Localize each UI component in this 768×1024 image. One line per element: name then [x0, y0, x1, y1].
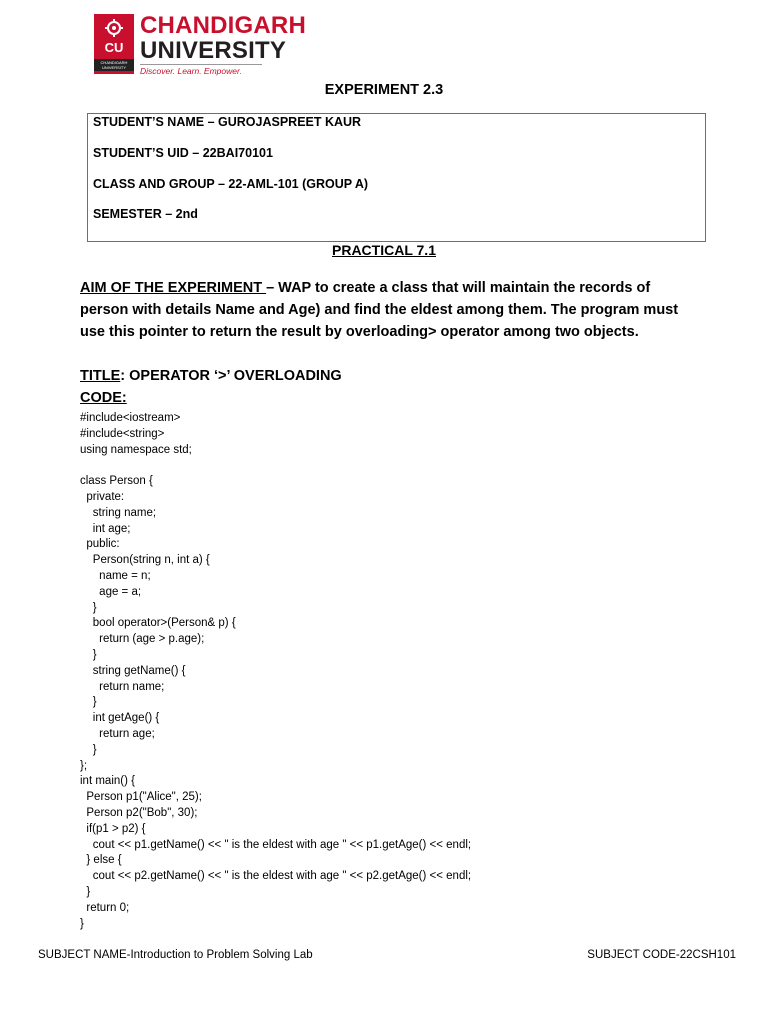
code-line: };	[80, 759, 88, 772]
code-line: int main() {	[80, 775, 135, 788]
code-line: Person(string n, int a) {	[80, 554, 210, 567]
code-line: }	[80, 696, 97, 709]
code-line: age = a;	[80, 585, 142, 598]
code-line: cout << p1.getName() << " is the eldest with age " << p1.getAge() << endl;	[80, 838, 472, 851]
gear-icon	[102, 18, 126, 38]
code-line: int age;	[80, 522, 131, 535]
code-line: return (age > p.age);	[80, 633, 205, 646]
code-line: string getName() {	[80, 664, 186, 677]
code-line: #include<iostream>	[80, 412, 181, 424]
code-line: return name;	[80, 680, 165, 693]
code-line: return 0;	[80, 901, 130, 914]
aim-label: AIM OF THE EXPERIMENT	[80, 280, 267, 296]
code-line	[80, 458, 471, 474]
code-line: }	[80, 601, 97, 614]
code-line: cout << p2.getName() << " is the eldest with age " << p2.getAge() << endl;	[80, 870, 472, 883]
code-line: string name;	[80, 506, 157, 519]
footer-subject-name: SUBJECT NAME-Introduction to Problem Solving Lab	[38, 949, 313, 961]
university-name-line2: UNIVERSITY	[140, 37, 287, 64]
code-block	[80, 411, 471, 932]
emblem-text: CU	[104, 40, 124, 55]
code-line: }	[80, 648, 97, 661]
code-line: }	[80, 917, 84, 930]
student-uid: STUDENT’S UID – 22BAI70101	[93, 146, 273, 160]
student-name: STUDENT’S NAME – GUROJASPREET KAUR	[93, 115, 362, 129]
university-name	[140, 13, 306, 63]
code-line: bool operator>(Person& p) {	[80, 617, 236, 630]
emblem-small-text: CHANDIGARH UNIVERSITY	[94, 59, 134, 71]
code-line: Person p2("Bob", 30);	[80, 806, 198, 819]
code-line: private:	[80, 490, 125, 503]
code-line: }	[80, 885, 91, 898]
practical-title: PRACTICAL 7.1	[332, 242, 436, 258]
code-line: name = n;	[80, 569, 151, 582]
code-line: return age;	[80, 727, 155, 740]
code-line: class Person {	[80, 475, 153, 488]
aim-text: – WAP to create a class that will maintain the records of person with details Name and Age) and find the eldest among them. The program must use this pointer to return the result by overloading> operator among two objects.	[80, 280, 679, 340]
code-line: #include<string>	[80, 427, 165, 440]
experiment-title: EXPERIMENT 2.3	[324, 82, 444, 98]
title-text: : OPERATOR ‘>’ OVERLOADING	[120, 368, 342, 384]
code-label: CODE:	[80, 390, 127, 406]
class-and-group: CLASS AND GROUP – 22-AML-101 (GROUP A)	[93, 177, 369, 191]
aim-paragraph	[80, 277, 700, 343]
university-logo-emblem	[94, 14, 134, 74]
code-line: } else {	[80, 854, 122, 867]
code-line: public:	[80, 538, 120, 551]
logo-divider	[140, 64, 262, 65]
code-line: if(p1 > p2) {	[80, 822, 146, 835]
title-label: TITLE	[80, 368, 121, 384]
title-line	[80, 368, 342, 384]
university-name-line1: CHANDIGARH	[140, 12, 306, 39]
code-line: int getAge() {	[80, 712, 160, 725]
semester: SEMESTER – 2nd	[93, 207, 198, 221]
code-line: using namespace std;	[80, 443, 192, 456]
code-line: Person p1("Alice", 25);	[80, 791, 202, 804]
code-line: }	[80, 743, 97, 756]
university-tagline: Discover. Learn. Empower.	[140, 66, 242, 76]
footer-subject-code: SUBJECT CODE-22CSH101	[587, 949, 736, 961]
